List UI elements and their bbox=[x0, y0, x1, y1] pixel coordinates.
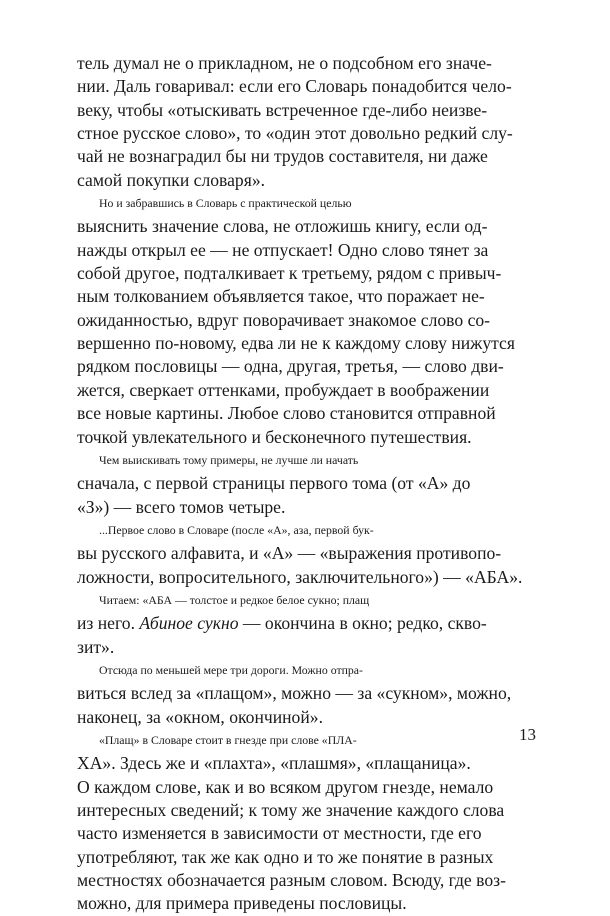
text-line: вы русского алфавита, и «А» — «выражения противопо- bbox=[77, 543, 502, 564]
paragraph-4 bbox=[77, 519, 543, 589]
paragraph-1 bbox=[77, 52, 543, 192]
text-line: виться вслед за «плащом», можно — за «сукном», можно, bbox=[77, 683, 512, 704]
text-line: собой другое, подталкивает к третьему, рядом с привыч- bbox=[77, 263, 502, 284]
text-line: употребляют, так же как одно и то же понятие в разных bbox=[77, 846, 494, 867]
text-line: чай не вознаградил бы ни трудов составителя, ни даже bbox=[77, 146, 488, 167]
text-line: ным толкованием объявляется такое, что поражает не- bbox=[77, 286, 485, 307]
page-body bbox=[77, 52, 543, 916]
paragraph-6 bbox=[77, 659, 543, 729]
text-line: тель думал не о прикладном, не о подсобном его значе- bbox=[77, 53, 492, 73]
text-line: Отсюда по меньшей мере три дороги. Можно отпра- bbox=[99, 662, 363, 677]
text-line: О каждом слове, как и во всяком другом гнезде, немало bbox=[77, 776, 494, 797]
text-line: Чем выискивать тому примеры, не лучше ли начать bbox=[99, 452, 359, 467]
text-line: часто изменяется в зависимости от местности, где его bbox=[77, 823, 482, 844]
text-line: интересных сведений; к тому же значение каждого слова bbox=[77, 800, 505, 820]
text-line: ложности, вопросительного, заключительного») — «АБА». bbox=[77, 566, 523, 587]
text-line: из него. Абиное сукно — окончина в окно; редко, скво- bbox=[77, 613, 487, 634]
text-line: ожиданностью, вдруг поворачивает знакомое слово со- bbox=[77, 309, 491, 330]
text-line: ...Первое слово в Словаре (после «А», аза, первой бук- bbox=[99, 522, 374, 537]
text-line: точкой увлекательного и бесконечного путешествия. bbox=[77, 426, 472, 447]
text-line: «Плащ» в Словаре стоит в гнезде при слове «ПЛА- bbox=[99, 732, 357, 747]
text-line: жется, сверкает оттенками, пробуждает в воображении bbox=[77, 379, 490, 400]
text-line: наконец, за «окном, окончиной». bbox=[77, 706, 323, 727]
paragraph-3 bbox=[77, 449, 543, 519]
paragraph-2 bbox=[77, 192, 543, 449]
text-line: рядком пословицы — одна, другая, третья, — слово дви- bbox=[77, 356, 504, 377]
paragraph-7 bbox=[77, 729, 543, 916]
text-line: все новые картины. Любое слово становится отправной bbox=[77, 403, 496, 424]
text-line: нии. Даль говаривал: если его Словарь понадобится чело- bbox=[77, 76, 512, 97]
text-line: Но и забравшись в Словарь с практической целью bbox=[99, 196, 352, 211]
text-line: «З») — всего томов четыре. bbox=[77, 496, 286, 517]
text-line: ХА». Здесь же и «плахта», «плашмя», «плащаница». bbox=[77, 753, 471, 774]
text-line: самой покупки словаря». bbox=[77, 169, 266, 190]
text-line: местностях обозначается разным словом. Всюду, где воз- bbox=[77, 870, 506, 891]
text-line: можно, для примера приведены пословицы. bbox=[77, 893, 407, 914]
text-line: вершенно по-новому, едва ли не к каждому слову нижутся bbox=[77, 333, 515, 354]
text-line: нажды открыл ее — не отпускает! Одно слово тянет за bbox=[77, 239, 489, 260]
page-number: 13 bbox=[519, 725, 536, 744]
text-line: стное русское слово», то «один этот довольно редкий слу- bbox=[77, 123, 513, 144]
text-line: зит». bbox=[77, 636, 115, 657]
paragraph-5 bbox=[77, 589, 543, 659]
text-line: Читаем: «АБА — толстое и редкое белое сукно; плащ bbox=[99, 592, 370, 607]
text-line: выяснить значение слова, не отложишь книгу, если од- bbox=[77, 216, 488, 237]
text-line: сначала, с первой страницы первого тома (от «А» до bbox=[77, 473, 471, 494]
text-line: веку, чтобы «отыскивать встреченное где-либо неизве- bbox=[77, 99, 488, 120]
